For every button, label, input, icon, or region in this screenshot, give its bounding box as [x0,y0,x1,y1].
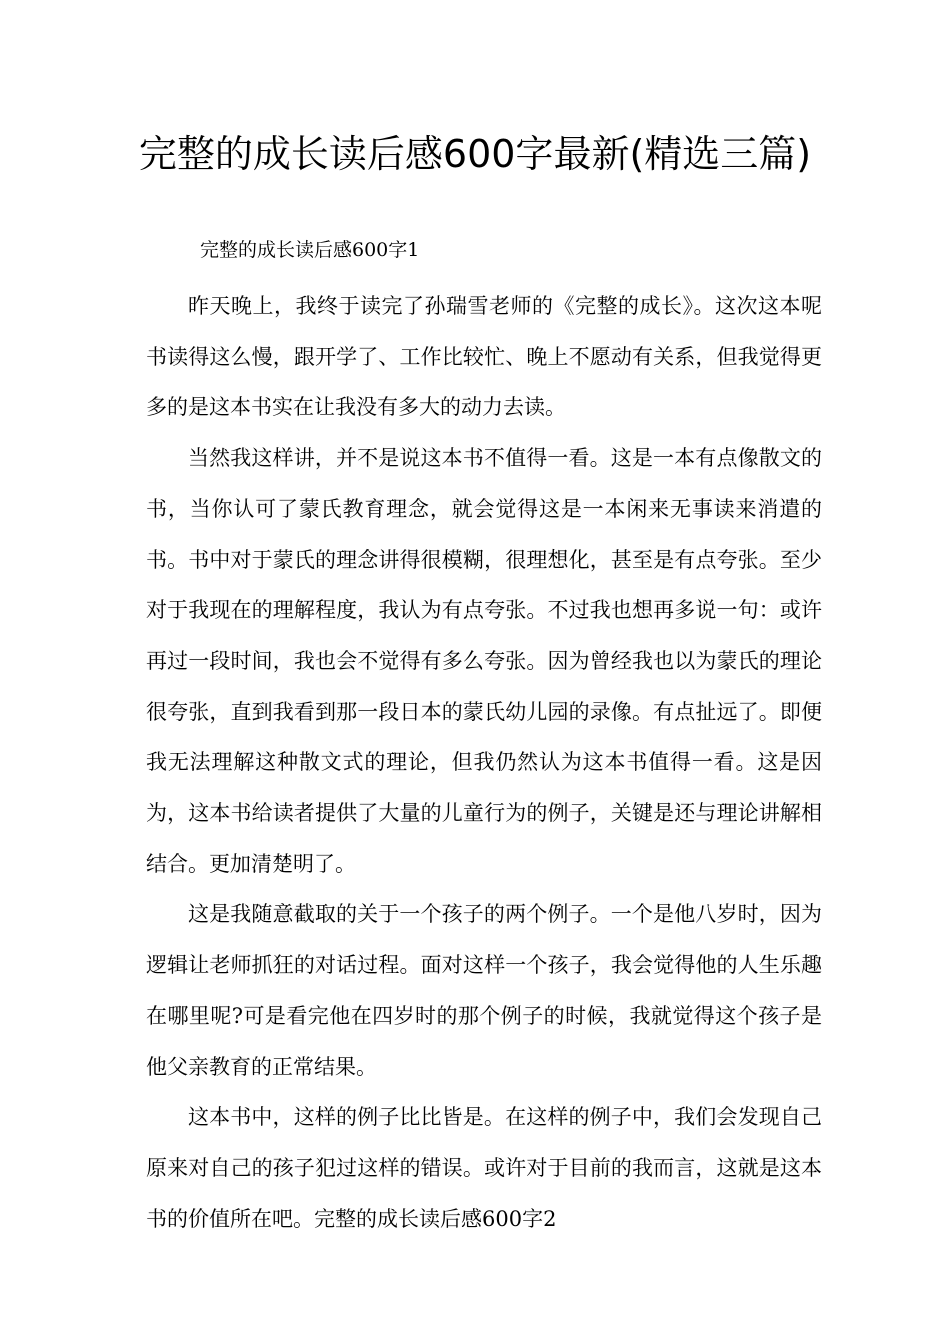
paragraph-1: 昨天晚上，我终于读完了孙瑞雪老师的《完整的成长》。这次这本呢书读得这么慢，跟开学了、工作比较忙、晚上不愿动有关系，但我觉得更多的是这本书实在让我没有多大的动力去读。 [146,294,822,420]
document-body [146,281,822,1244]
paragraph-4: 这本书中，这样的例子比比皆是。在这样的例子中，我们会发现自己原来对自己的孩子犯过这样的错误。或许对于目前的我而言，这就是这本书的价值所在吧。完整的成长读后感600字2 [146,1105,822,1231]
paragraph-2: 当然我这样讲，并不是说这本书不值得一看。这是一本有点像散文的书，当你认可了蒙氏教育理念，就会觉得这是一本闲来无事读来消遣的书。书中对于蒙氏的理念讲得很模糊，很理想化，甚至是有点夸张。至少对于我现在的理解程度，我认为有点夸张。不过我也想再多说一句：或许再过一段时间，我也会不觉得有多么夸张。因为曾经我也以为蒙氏的理论很夸张，直到我看到那一段日本的蒙氏幼儿园的录像。有点扯远了。即便我无法理解这种散文式的理论，但我仍然认为这本书值得一看。这是因为，这本书给读者提供了大量的儿童行为的例子，关键是还与理论讲解相结合。更加清楚明了。 [146,446,822,876]
document-title: 完整的成长读后感600字最新(精选三篇) [138,132,812,176]
section-heading: 完整的成长读后感600字1 [200,239,420,261]
paragraph-3: 这是我随意截取的关于一个孩子的两个例子。一个是他八岁时，因为逻辑让老师抓狂的对话过程。面对这样一个孩子，我会觉得他的人生乐趣在哪里呢?可是看完他在四岁时的那个例子的时候，我就觉得这个孩子是他父亲教育的正常结果。 [146,902,822,1079]
